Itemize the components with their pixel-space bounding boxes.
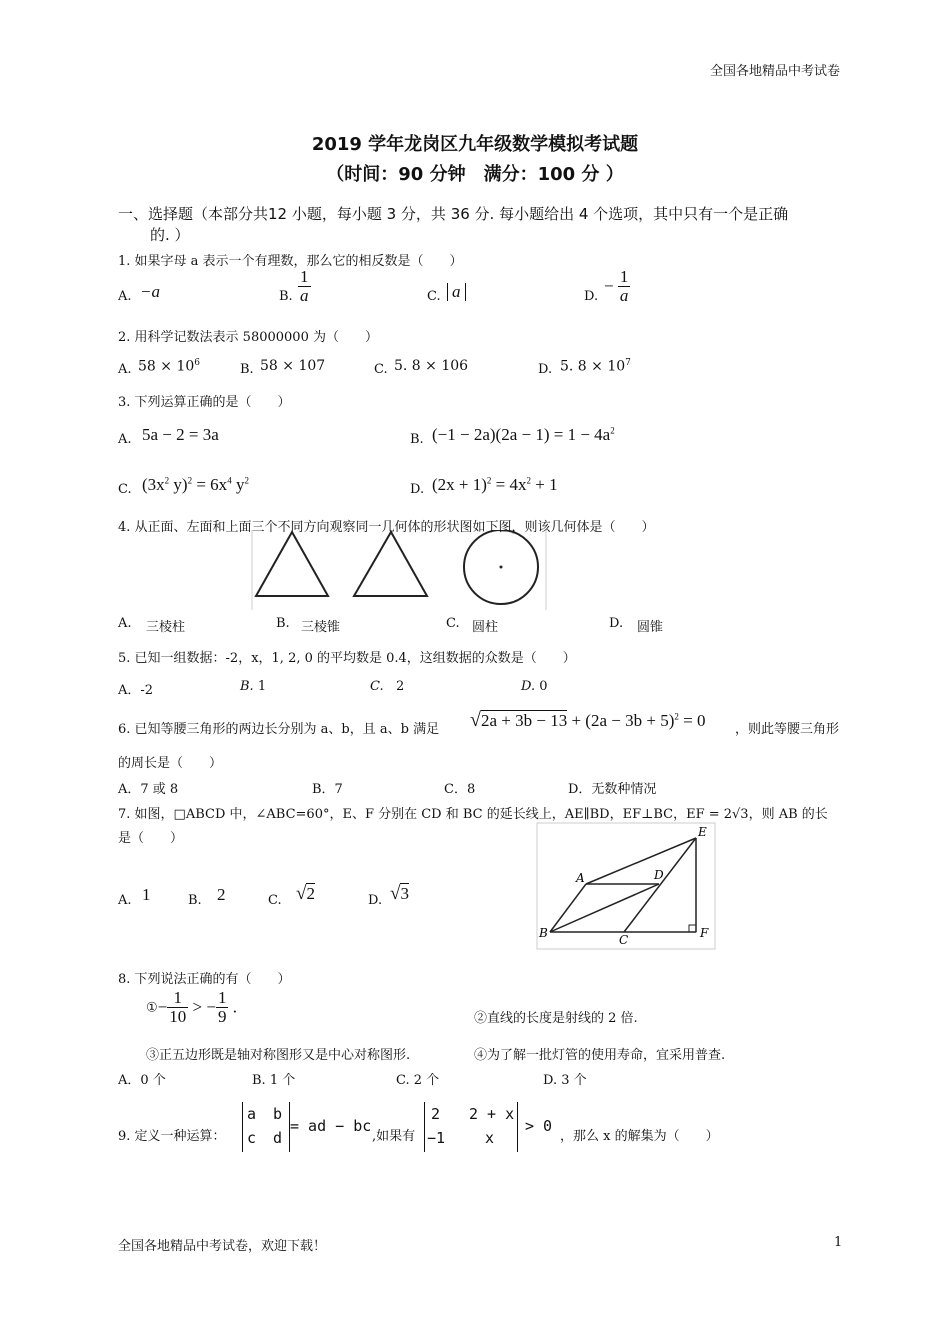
- q7-parallelogram-figure: [536, 822, 716, 950]
- q2-label-a: A.: [118, 362, 132, 377]
- q4-option-b: 三棱锥: [301, 620, 341, 635]
- q1-option-a: −a: [140, 282, 160, 301]
- q2-option-a: $58 \times 10^6$: [138, 358, 200, 375]
- q9-determinant-2: 2 2 + x −1 x: [424, 1102, 518, 1152]
- q6-stem-cont: ，则此等腰三角形: [735, 722, 840, 737]
- q9-stem-end: ，那么 x 的解集为（ ）: [560, 1129, 719, 1144]
- front-view-triangle: [256, 532, 328, 596]
- q2-option-d: 5. $8 \times 10^7$: [560, 358, 631, 375]
- point-label-a: A: [576, 871, 585, 885]
- q2-label-b: B.: [240, 362, 254, 377]
- q7-option-d: √3: [390, 883, 409, 904]
- q7-label-b: B.: [188, 893, 202, 908]
- q3-stem: 3. 下列运算正确的是（ ）: [118, 395, 291, 410]
- q4-view-figures: [250, 530, 550, 612]
- q6-option-d: D．无数种情况: [568, 782, 657, 797]
- exam-subtitle: （时间：90 分钟 满分：100 分 ）: [326, 164, 624, 185]
- q4-option-c: 圆柱: [472, 620, 499, 635]
- q2-label-c: C.: [374, 362, 388, 377]
- q3-label-c: C.: [118, 482, 132, 497]
- q4-option-d: 圆锥: [637, 620, 664, 635]
- right-angle-mark: [689, 925, 696, 932]
- q1-label-d: D.: [584, 289, 599, 304]
- q7-option-c: √2: [296, 883, 315, 904]
- q9-stem-start: 9. 定义一种运算：: [118, 1129, 226, 1144]
- q8-option-a: A．0 个: [118, 1073, 166, 1088]
- q3-label-b: B.: [410, 432, 424, 447]
- q5-stem: 5. 已知一组数据：-2，x，1, 2, 0 的平均数是 0.4，这组数据的众数是（ ）: [118, 651, 576, 666]
- q6-option-b: B．7: [312, 782, 343, 797]
- q8-option-d: D. 3 个: [543, 1073, 587, 1088]
- q7-label-d: D.: [368, 893, 383, 908]
- q1-stem: 1. 如果字母 a 表示一个有理数，那么它的相反数是（ ）: [118, 254, 463, 269]
- q3-option-b: $(-1 - 2a)(2a - 1) = 1 - 4a^2$: [432, 425, 615, 444]
- q4-stem: 4. 从正面、左面和上面三个不同方向观察同一几何体的形状图如下图，则该几何体是（ ）: [118, 520, 655, 535]
- q4-label-c: C.: [446, 616, 460, 631]
- page-number: 1: [834, 1235, 843, 1250]
- section-heading-cont: 的. ）: [150, 226, 190, 244]
- q9-determinant-1: a b c d: [242, 1102, 290, 1152]
- q5-option-d: D. 0: [521, 679, 548, 694]
- q2-option-c: 5. 8 × 106: [394, 358, 469, 374]
- q4-label-d: D.: [609, 616, 624, 631]
- q2-option-b: 58 × 107: [260, 358, 326, 374]
- q7-label-c: C.: [268, 893, 282, 908]
- q1-label-b: B.: [279, 289, 293, 304]
- q8-option-b: B. 1 个: [252, 1073, 296, 1088]
- q6-option-c: C．8: [444, 782, 476, 797]
- point-label-e: E: [698, 825, 707, 839]
- q3-option-a: 5a − 2 = 3a: [142, 425, 219, 444]
- q3-option-c: ($3x^2$ $y)^2 = 6x^4$ $y^2$: [142, 475, 249, 494]
- q8-statement-2: ②直线的长度是射线的 2 倍.: [474, 1011, 638, 1026]
- q3-option-d: $(2x + 1)^2 = 4x^2 + 1$: [432, 475, 558, 494]
- section-heading: 一、选择题（本部分共12 小题，每小题 3 分，共 36 分. 每小题给出 4 个选项，其中只有一个是正确: [118, 205, 789, 223]
- q9-definition: = ad − bc: [290, 1117, 372, 1135]
- segment-ce: [624, 838, 696, 932]
- q9-inequality: > 0: [525, 1117, 553, 1135]
- q6-stem-start: 6. 已知等腰三角形的两边长分别为 a、b，且 a、b 满足: [118, 722, 440, 737]
- q1-label-c: C.: [427, 289, 441, 304]
- point-label-d: D: [654, 868, 664, 882]
- q7-stem-cont: 是（ ）: [118, 831, 184, 846]
- q2-label-d: D.: [538, 362, 553, 377]
- q5-option-c: C. 2: [370, 679, 405, 694]
- q2-stem: 2. 用科学记数法表示 58000000 为（ ）: [118, 330, 378, 345]
- q4-label-a: A.: [118, 616, 132, 631]
- q9-stem-mid: ,如果有: [372, 1129, 416, 1144]
- q7-label-a: A.: [118, 893, 132, 908]
- q8-stem: 8. 下列说法正确的有（ ）: [118, 972, 291, 987]
- q4-option-a: 三棱柱: [146, 620, 186, 635]
- q7-option-b: 2: [217, 885, 226, 904]
- q6-stem-end: 的周长是（ ）: [118, 756, 223, 771]
- q5-option-b: B. 1: [240, 679, 267, 694]
- header-note: 全国各地精品中考试卷: [709, 64, 840, 79]
- q1-option-d: − $\frac{1}{a}$: [604, 267, 629, 305]
- q8-option-c: C. 2 个: [396, 1073, 440, 1088]
- q7-option-a: 1: [142, 885, 151, 904]
- q5-option-a: A．-2: [118, 683, 154, 698]
- q8-statement-4: ④为了解一批灯管的使用寿命，宜采用普查.: [474, 1048, 726, 1063]
- segment-ae: [586, 838, 696, 884]
- point-label-c: C: [619, 933, 629, 947]
- q4-label-b: B.: [276, 616, 290, 631]
- q1-option-c: a: [447, 283, 466, 301]
- q8-statement-1: ①− $\frac{1}{10}$ > − $\frac{1}{9}$ .: [146, 988, 237, 1026]
- q8-statement-3: ③正五边形既是轴对称图形又是中心对称图形.: [146, 1048, 411, 1063]
- q1-label-a: A.: [118, 289, 132, 304]
- top-view-center-dot: [500, 566, 503, 569]
- q6-option-a: A．7 或 8: [118, 782, 179, 797]
- q6-equation: $√2a + 3b - 13 + (2a - 3b + 5)^2 = 0$: [470, 709, 706, 731]
- q1-option-b: $\frac{1}{a}$: [300, 267, 309, 305]
- side-view-triangle: [354, 532, 427, 596]
- q7-stem: 7. 如图，□ABCD 中，∠ABC=60°，E、F 分别在 CD 和 BC 的延长线上，AE∥BD，EF⊥BC，EF = 2√3，则 AB 的长: [118, 807, 828, 822]
- point-label-b: B: [539, 926, 548, 940]
- q3-label-d: D.: [410, 482, 425, 497]
- q3-label-a: A.: [118, 432, 132, 447]
- point-label-f: F: [700, 926, 709, 940]
- exam-title: 2019 学年龙岗区九年级数学模拟考试题: [311, 134, 639, 155]
- footer-note: 全国各地精品中考试卷，欢迎下载！: [118, 1239, 327, 1254]
